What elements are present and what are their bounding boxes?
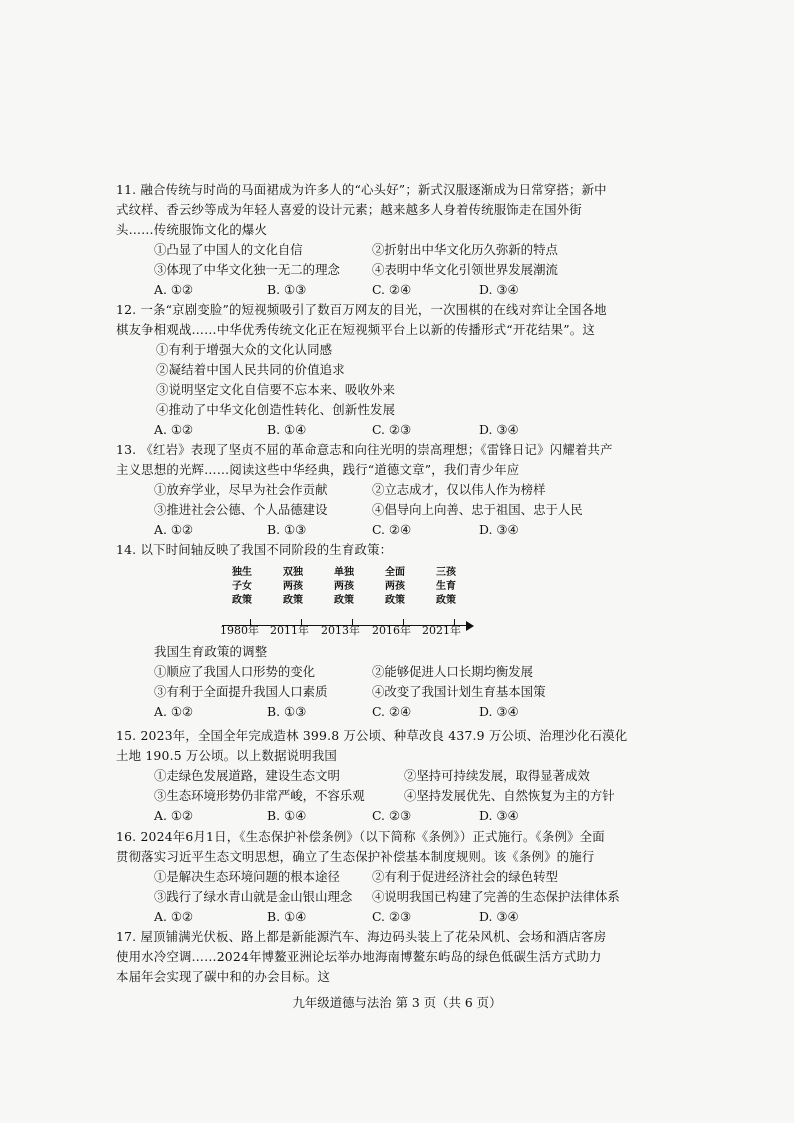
statement-4: ④说明我国已构建了完善的生态保护法律体系 bbox=[372, 889, 620, 904]
choice-b: B. ①③ bbox=[267, 282, 307, 297]
statement-1: ①放弃学业，尽早为社会作贡献 bbox=[154, 482, 328, 497]
statement-2: ②能够促进人口长期均衡发展 bbox=[372, 664, 534, 679]
question-stem-line: 土地 190.5 万公顷。以上数据说明我国 bbox=[116, 748, 338, 763]
question-12 bbox=[116, 300, 646, 440]
choice-c: C. ②④ bbox=[372, 522, 412, 537]
statement-row bbox=[116, 500, 646, 520]
question-stem-line: 15. 2023年，全国全年完成造林 399.8 万公顷、种草改良 437.9 万公顷、治理沙化石漠化 bbox=[116, 728, 628, 743]
statement-2: ②有利于促进经济社会的绿色转型 bbox=[372, 869, 558, 884]
statement-3: ③有利于全面提升我国人口素质 bbox=[154, 684, 328, 699]
choice-c: C. ②③ bbox=[372, 909, 412, 924]
choice-c: C. ②④ bbox=[372, 704, 412, 719]
choice-b: B. ①④ bbox=[267, 909, 307, 924]
choice-row bbox=[116, 420, 646, 440]
statement-1: ①凸显了中国人的文化自信 bbox=[154, 242, 303, 257]
statement-2: ②凝结着中国人民共同的价值追求 bbox=[156, 362, 345, 377]
question-16 bbox=[116, 827, 646, 927]
choice-b: B. ①④ bbox=[267, 422, 307, 437]
timeline-caption: 我国生育政策的调整 bbox=[154, 644, 268, 659]
policy-timeline bbox=[220, 566, 482, 637]
timeline-arrow-icon bbox=[466, 621, 474, 631]
choice-d: D. ③④ bbox=[479, 422, 519, 437]
statement-row bbox=[116, 240, 646, 260]
choice-d: D. ③④ bbox=[479, 808, 519, 823]
question-stem-line: 主义思想的光辉……阅读这些中华经典，践行“道德文章”，我们青少年应 bbox=[116, 462, 520, 477]
choice-d: D. ③④ bbox=[479, 522, 519, 537]
statement-2: ②立志成才，仅以伟人作为榜样 bbox=[372, 482, 546, 497]
choice-b: B. ①③ bbox=[267, 522, 307, 537]
statement-row bbox=[116, 260, 646, 280]
question-stem-line: 16. 2024年6月1日，《生态保护补偿条例》（以下简称《条例》）正式施行。《条例》全面 bbox=[116, 829, 605, 844]
statement-row bbox=[116, 786, 646, 806]
statement-row bbox=[116, 887, 646, 907]
choice-row bbox=[116, 702, 646, 722]
choice-a: A. ①② bbox=[154, 422, 194, 437]
statement-1: ①走绿色发展道路，建设生态文明 bbox=[154, 768, 340, 783]
question-stem-line: 棋友争相观战……中华优秀传统文化正在短视频平台上以新的传播形式“开花结果”。这 bbox=[116, 322, 595, 337]
timeline-year: 2011年 bbox=[270, 624, 309, 637]
statement-row bbox=[116, 682, 646, 702]
statement-4: ④推动了中华文化创造性转化、创新性发展 bbox=[156, 402, 396, 417]
choice-a: A. ①② bbox=[154, 522, 194, 537]
choice-a: A. ①② bbox=[154, 282, 194, 297]
statement-2: ②折射出中华文化历久弥新的特点 bbox=[372, 242, 558, 257]
statement-3: ③说明坚定文化自信要不忘本来、吸收外来 bbox=[156, 382, 396, 397]
statement-row bbox=[116, 766, 646, 786]
question-14 bbox=[116, 540, 646, 560]
timeline-policy-label: 双独 两孩 政策 bbox=[283, 567, 303, 606]
choice-row bbox=[116, 280, 646, 300]
timeline-policy-label: 三孩 生育 政策 bbox=[436, 567, 456, 606]
choice-row bbox=[116, 520, 646, 540]
statement-4: ④坚持发展优先、自然恢复为主的方针 bbox=[404, 788, 615, 803]
question-14-options bbox=[116, 642, 646, 722]
choice-b: B. ①③ bbox=[267, 704, 307, 719]
choice-row bbox=[116, 907, 646, 927]
statement-1: ①是解决生态环境问题的根本途径 bbox=[154, 869, 340, 884]
choice-a: A. ①② bbox=[154, 704, 194, 719]
question-stem-line: 14. 以下时间轴反映了我国不同阶段的生育政策： bbox=[116, 542, 393, 557]
statement-3: ③推进社会公德、个人品德建设 bbox=[154, 502, 328, 517]
question-stem-line: 17. 屋顶铺满光伏板、路上都是新能源汽车、海边码头装上了花朵风机、会场和酒店客房 bbox=[116, 929, 607, 944]
timeline-year: 2016年 bbox=[372, 624, 411, 637]
timeline-year: 1980年 bbox=[220, 624, 259, 637]
question-stem-line: 本届年会实现了碳中和的办会目标。这 bbox=[116, 969, 331, 984]
question-stem-line: 贯彻落实习近平生态文明思想，确立了生态保护补偿基本制度规则。该《条例》的施行 bbox=[116, 849, 595, 864]
statement-3: ③体现了中华文化独一无二的理念 bbox=[154, 262, 340, 277]
choice-d: D. ③④ bbox=[479, 909, 519, 924]
statement-3: ③生态环境形势仍非常严峻，不容乐观 bbox=[154, 788, 365, 803]
question-stem-line: 式纹样、香云纱等成为年轻人喜爱的设计元素；越来越多人身着传统服饰走在国外街 bbox=[116, 202, 582, 217]
statement-2: ②坚持可持续发展，取得显著成效 bbox=[404, 768, 590, 783]
statement-row bbox=[116, 662, 646, 682]
choice-b: B. ①④ bbox=[267, 808, 307, 823]
question-15 bbox=[116, 726, 646, 826]
question-11 bbox=[116, 180, 646, 300]
question-13 bbox=[116, 440, 646, 540]
choice-row bbox=[116, 806, 646, 826]
timeline-policy-label: 独生 子女 政策 bbox=[232, 567, 252, 606]
choice-d: D. ③④ bbox=[479, 704, 519, 719]
timeline-year: 2021年 bbox=[422, 624, 461, 637]
question-stem-line: 头……传统服饰文化的爆火 bbox=[116, 222, 268, 237]
question-stem-line: 使用水冷空调……2024年博鳌亚洲论坛举办地海南博鳌东屿岛的绿色低碳生活方式助力 bbox=[116, 949, 602, 964]
choice-d: D. ③④ bbox=[479, 282, 519, 297]
statement-row bbox=[116, 867, 646, 887]
question-stem-line: 12. 一条“京剧变脸”的短视频吸引了数百万网友的目光，一次围棋的在线对弈让全国各地 bbox=[116, 302, 607, 317]
timeline-policy-label: 单独 两孩 政策 bbox=[334, 567, 354, 606]
statement-1: ①顺应了我国人口形势的变化 bbox=[154, 664, 316, 679]
choice-a: A. ①② bbox=[154, 909, 194, 924]
choice-c: C. ②④ bbox=[372, 282, 412, 297]
statement-4: ④表明中华文化引领世界发展潮流 bbox=[372, 262, 558, 277]
page-footer: 九年级道德与法治 第 3 页（共 6 页） bbox=[292, 995, 502, 1010]
statement-3: ③践行了绿水青山就是金山银山理念 bbox=[154, 889, 353, 904]
question-stem-line: 11. 融合传统与时尚的马面裙成为许多人的“心头好”；新式汉服逐渐成为日常穿搭；新中 bbox=[116, 182, 607, 197]
statement-4: ④倡导向上向善、忠于祖国、忠于人民 bbox=[372, 502, 583, 517]
choice-c: C. ②③ bbox=[372, 808, 412, 823]
statement-4: ④改变了我国计划生育基本国策 bbox=[372, 684, 546, 699]
question-17 bbox=[116, 927, 646, 987]
question-stem-line: 13. 《红岩》表现了坚贞不屈的革命意志和向往光明的崇高理想；《雷锋日记》闪耀着共产 bbox=[116, 442, 613, 457]
statement-row bbox=[116, 480, 646, 500]
timeline-policy-label: 全面 两孩 政策 bbox=[385, 567, 405, 606]
choice-c: C. ②③ bbox=[372, 422, 412, 437]
statement-1: ①有利于增强大众的文化认同感 bbox=[156, 342, 333, 357]
choice-a: A. ①② bbox=[154, 808, 194, 823]
timeline-year: 2013年 bbox=[321, 624, 360, 637]
